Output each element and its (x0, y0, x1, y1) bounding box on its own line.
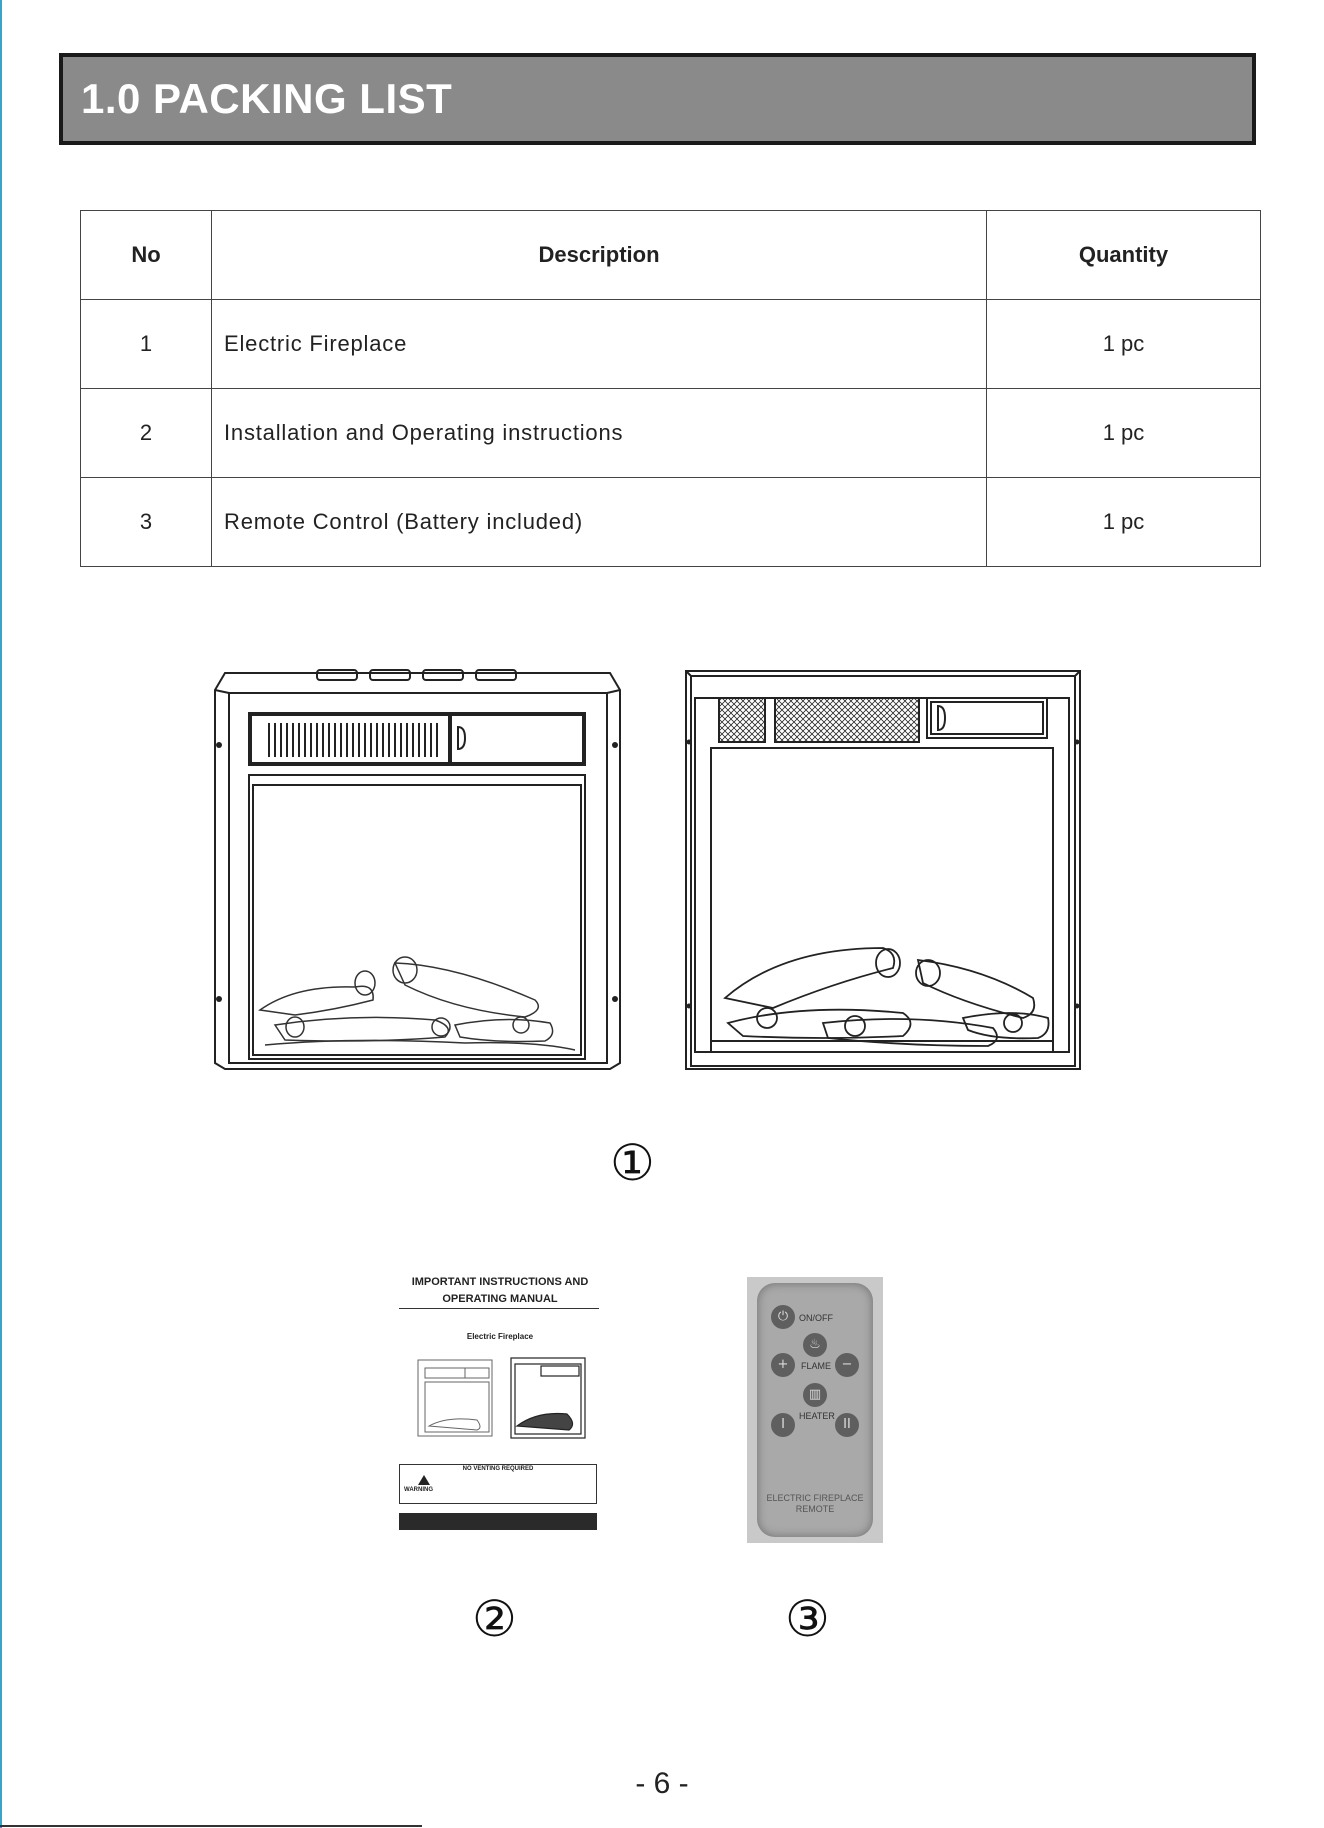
manual-subtitle: Electric Fireplace (466, 1332, 534, 1341)
manual-address-bar (399, 1513, 597, 1530)
row-quantity: 1 pc (987, 300, 1261, 389)
table-row (81, 300, 1261, 389)
row-quantity: 1 pc (987, 389, 1261, 478)
row-description: Remote Control (Battery included) (212, 478, 987, 567)
section-title: 1.0 PACKING LIST (81, 75, 453, 122)
manual-title: IMPORTANT INSTRUCTIONS AND OPERATING MANUAL (411, 1276, 589, 1305)
flame-icon: ♨ (803, 1333, 827, 1357)
manual-warning-head: NO VENTING REQUIRED (462, 1466, 534, 1472)
remote-label-onoff: ON/OFF (799, 1313, 833, 1323)
table-row (81, 389, 1261, 478)
remote-control-image (747, 1277, 883, 1543)
column-header-no: No (81, 211, 212, 300)
row-number: 3 (81, 478, 212, 567)
manual-fireplace-thumbnails (417, 1356, 587, 1440)
bottom-rule (0, 1825, 422, 1827)
minus-icon: − (835, 1353, 859, 1377)
remote-label-heater: HEATER (799, 1411, 835, 1421)
manual-warning-label: WARNING (404, 1487, 433, 1493)
remote-name: ELECTRIC FIREPLACE REMOTE (766, 1493, 864, 1514)
remote-body (757, 1283, 873, 1537)
row-number: 2 (81, 389, 212, 478)
remote-label-flame: FLAME (801, 1361, 832, 1371)
page-number: - 6 - (635, 1767, 689, 1800)
figure-label-1: ① (610, 1134, 655, 1192)
figure-label-3: ③ (785, 1590, 830, 1648)
packing-list-table (80, 210, 1261, 567)
table-row (81, 478, 1261, 567)
row-number: 1 (81, 300, 212, 389)
fireplace-front-drawing (205, 665, 625, 1075)
manual-cover-image (397, 1272, 603, 1562)
section-header (59, 53, 1256, 145)
column-header-quantity: Quantity (987, 211, 1261, 300)
heater-icon: ▥ (803, 1383, 827, 1407)
manual-warning-box (399, 1464, 597, 1504)
row-description: Installation and Operating instructions (212, 389, 987, 478)
warning-triangle-icon (418, 1475, 430, 1485)
column-header-description: Description (212, 211, 987, 300)
figure-label-2: ② (472, 1590, 517, 1648)
fireplace-trim-drawing (683, 668, 1083, 1072)
row-quantity: 1 pc (987, 478, 1261, 567)
row-description: Electric Fireplace (212, 300, 987, 389)
page-edge (0, 0, 2, 1828)
table-header-row (81, 211, 1261, 300)
plus-icon: + (771, 1353, 795, 1377)
power-icon: ⏻ (771, 1305, 795, 1329)
manual-rule (399, 1308, 599, 1309)
heat-level-2-icon: II (835, 1413, 859, 1437)
heat-level-1-icon: I (771, 1413, 795, 1437)
